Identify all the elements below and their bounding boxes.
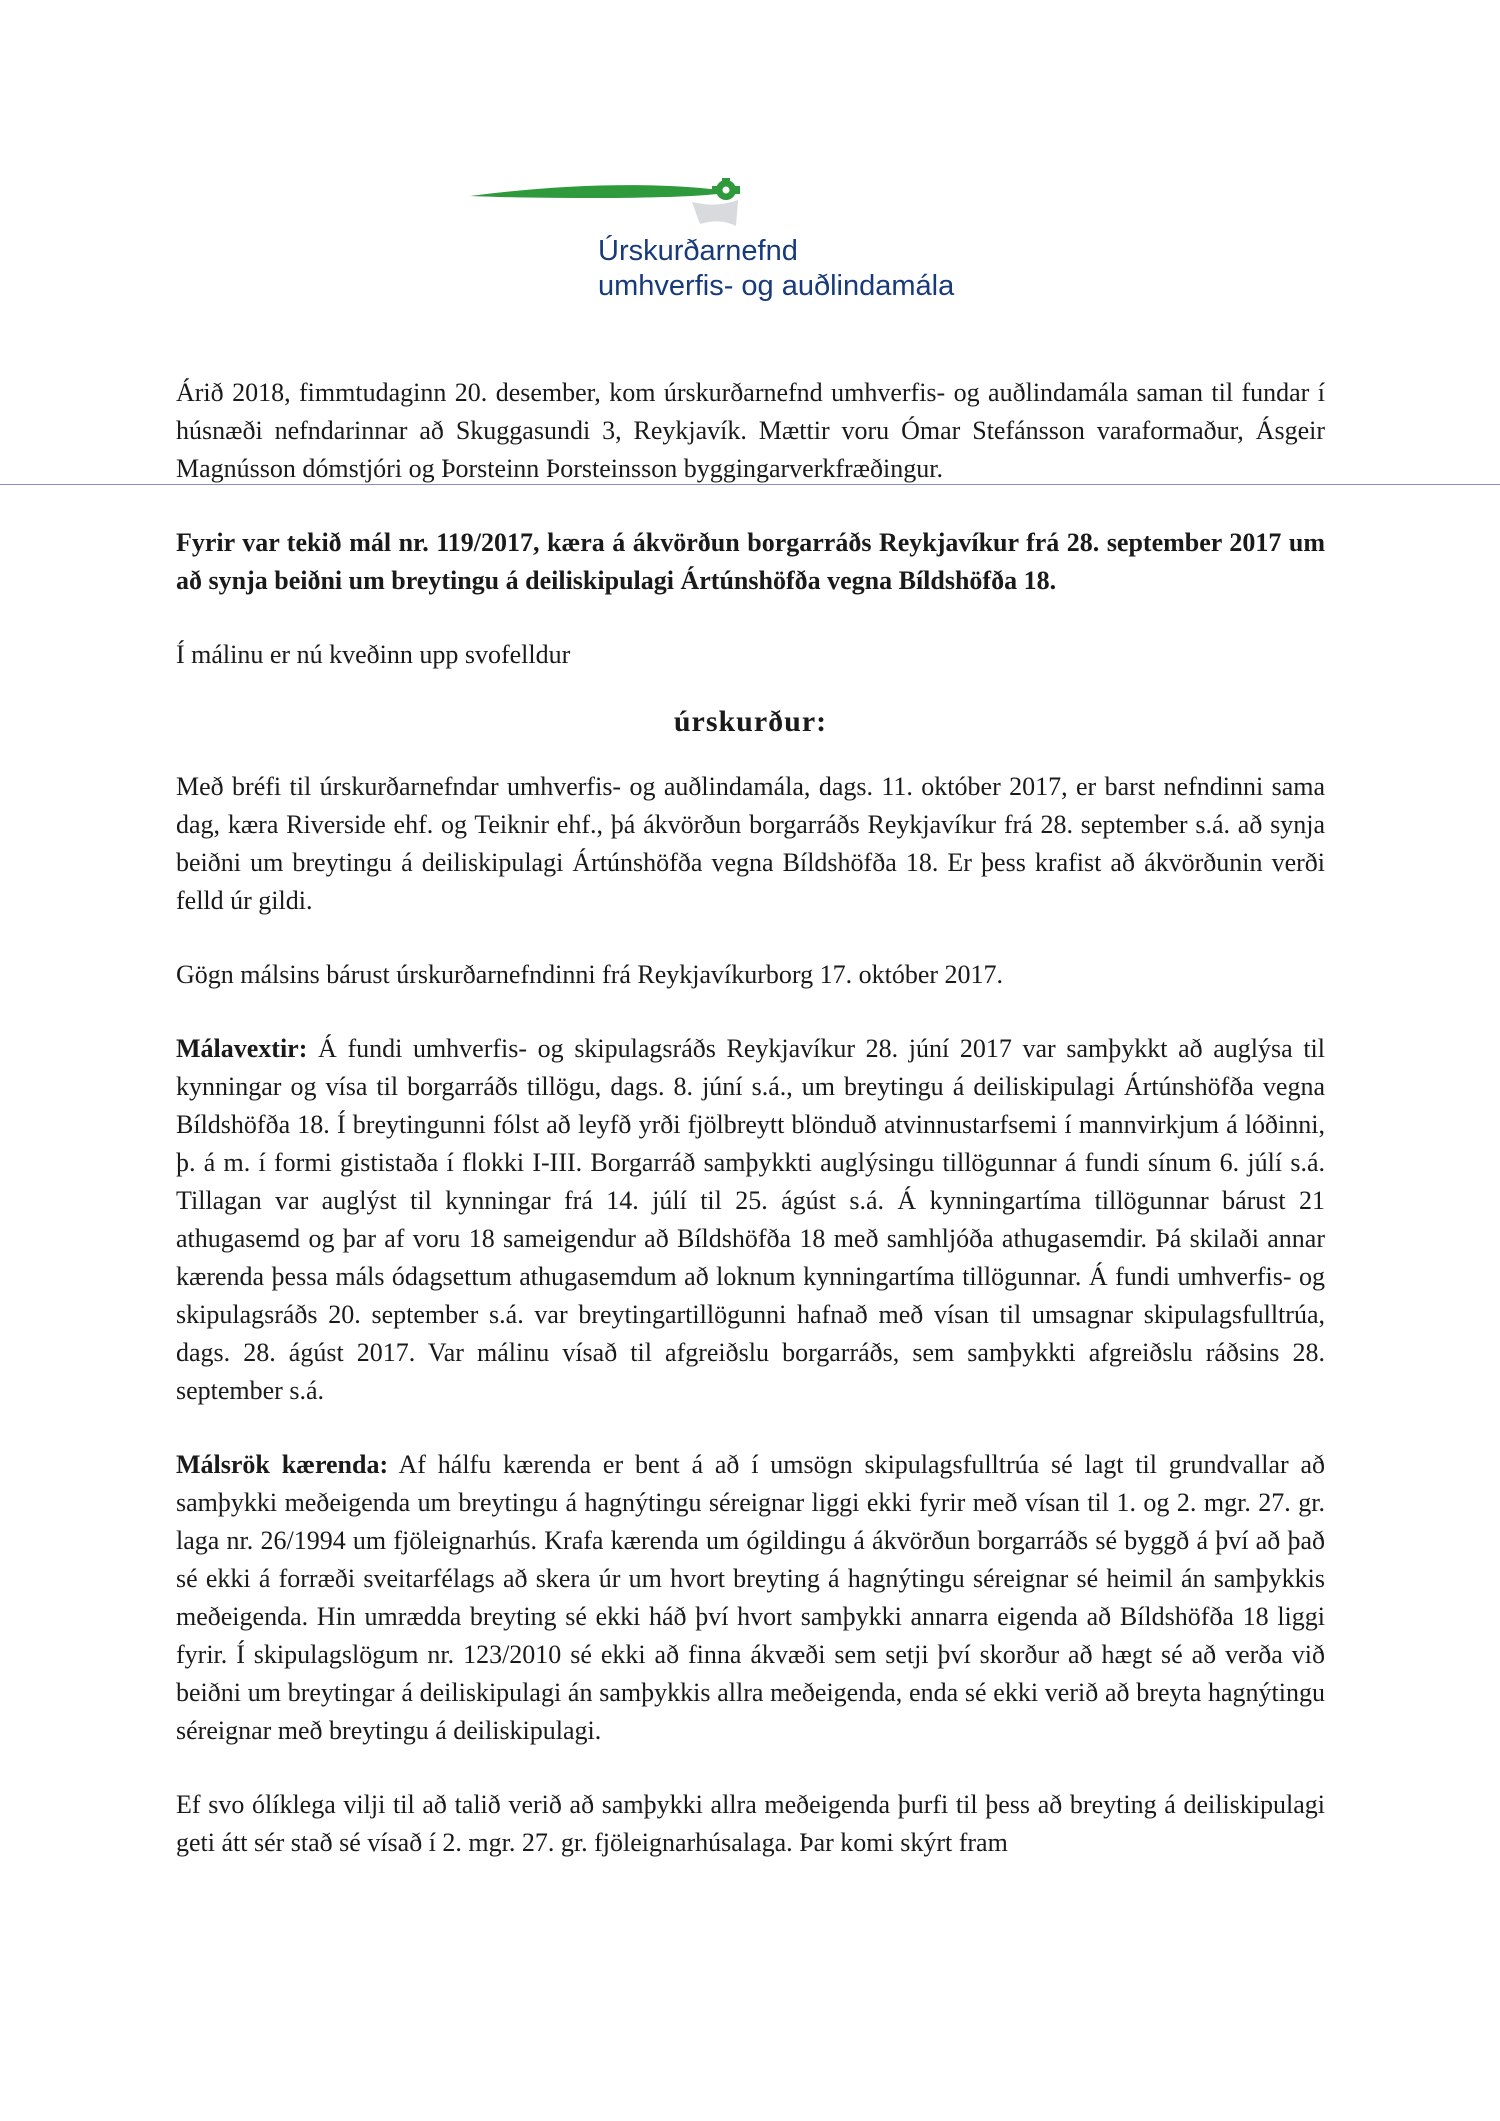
section-malavextir — [176, 1030, 1325, 1410]
gear-leaf-icon — [470, 178, 990, 238]
malsrok-label: Málsrök kærenda: — [176, 1450, 389, 1479]
paragraph-documents: Gögn málsins bárust úrskurðarnefndinni frá Reykjavíkurborg 17. október 2017. — [176, 960, 1004, 989]
ruling-intro: Í málinu er nú kveðinn upp svofelldur — [176, 640, 571, 669]
paragraph-complaint: Með bréfi til úrskurðarnefndar umhverfis- og auðlindamála, dags. 11. október 2017, er barst nefndinni sama dag, kæra Riverside ehf. og Teiknir ehf., þá ákvörðun borgarráðs Reykjavíkur frá 28. september s.á. að synja beiðni um breytingu á deiliskipulagi Ártúnshöfða vegna Bíldshöfða 18. Er þess krafist að ákvörðunin verði felld úr gildi. — [176, 772, 1325, 915]
org-name-line1: Úrskurðarnefnd — [598, 235, 798, 267]
malavextir-label: Málavextir: — [176, 1034, 308, 1063]
case-title: Fyrir var tekið mál nr. 119/2017, kæra á ákvörðun borgarráðs Reykjavíkur frá 28. september 2017 um að synja beiðni um breytingu á deiliskipulagi Ártúnshöfða vegna Bíldshöfða 18. — [176, 528, 1325, 595]
letterhead-logo — [470, 178, 990, 318]
section-malsrok — [176, 1446, 1325, 1750]
document-body — [176, 374, 1325, 1862]
org-name-line2: umhverfis- og auðlindamála — [598, 270, 955, 302]
malsrok-text: Af hálfu kærenda er bent á að í umsögn skipulagsfulltrúa sé lagt til grundvallar að samþykki meðeigenda um breytingu á hagnýtingu séreignar liggi ekki fyrir með vísan til 1. og 2. mgr. 27. gr. laga nr. 26/1994 um fjöleignarhús. Krafa kærenda um ógildingu á ákvörðun borgarráðs sé byggð á því að það sé ekki á forræði sveitarfélags að skera úr um hvort breyting á hagnýtingu séreignar sé heimil án samþykkis meðeigenda. Hin umrædda breyting sé ekki háð því hvort samþykki annarra eigenda að Bíldshöfða 18 liggi fyrir. Í skipulagslögum nr. 123/2010 sé ekki að finna ákvæði sem setji því skorður að hægt sé að verða við beiðni um breytingar á deiliskipulagi án samþykkis allra meðeigenda, enda sé ekki verið að breyta hagnýtingu séreignar með breytingu á deiliskipulagi. — [176, 1450, 1325, 1745]
malavextir-text: Á fundi umhverfis- og skipulagsráðs Reykjavíkur 28. júní 2017 var samþykkt að auglýsa til kynningar og vísa til borgarráðs tillögu, dags. 8. júní s.á., um breytingu á deiliskipulagi Ártúnshöfða vegna Bíldshöfða 18. Í breytingunni fólst að leyfð yrði fjölbreytt blönduð atvinnustarfsemi í mannvirkjum á lóðinni, þ. á m. í formi gististaða í flokki I-III. Borgarráð samþykkti auglýsingu tillögunnar á fundi sínum 6. júlí s.á. Tillagan var auglýst til kynningar frá 14. júlí til 25. ágúst s.á. Á kynningartíma tillögunnar bárust 21 athugasemd og þar af voru 18 sameigendur að Bíldshöfða 18 með samhljóða athugasemdir. Þá skilaði annar kærenda þessa máls ódagsettum athugasemdum að loknum kynningartíma tillögunnar. Á fundi umhverfis- og skipulagsráðs 20. september s.á. var breytingartillögunni hafnað með vísan til umsagnar skipulagsfulltrúa, dags. 28. ágúst 2017. Var málinu vísað til afgreiðslu borgarráðs, sem samþykkti afgreiðslu ráðsins 28. september s.á. — [176, 1034, 1325, 1405]
intro-paragraph: Árið 2018, fimmtudaginn 20. desember, kom úrskurðarnefnd umhverfis- og auðlindamála saman til fundar í húsnæði nefndarinnar að Skuggasundi 3, Reykjavík. Mættir voru Ómar Stefánsson varaformaður, Ásgeir Magnússon dómstjóri og Þorsteinn Þorsteinsson byggingarverkfræðingur. — [176, 378, 1325, 483]
ruling-heading: úrskurður: — [673, 705, 828, 738]
paragraph-last: Ef svo ólíklega vilji til að talið verið að samþykki allra meðeigenda þurfi til þess að breyting á deiliskipulagi geti átt sér stað sé vísað í 2. mgr. 27. gr. fjöleignarhúsalaga. Þar komi skýrt fram — [176, 1790, 1325, 1857]
